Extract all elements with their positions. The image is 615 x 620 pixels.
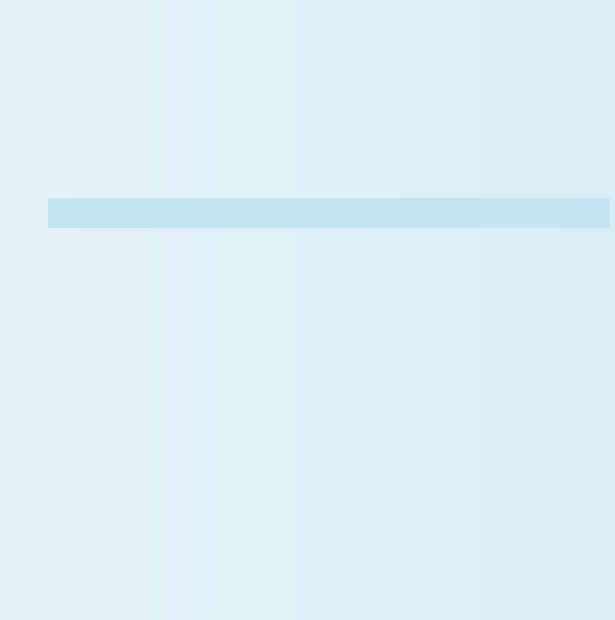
- section-banner: [48, 198, 610, 228]
